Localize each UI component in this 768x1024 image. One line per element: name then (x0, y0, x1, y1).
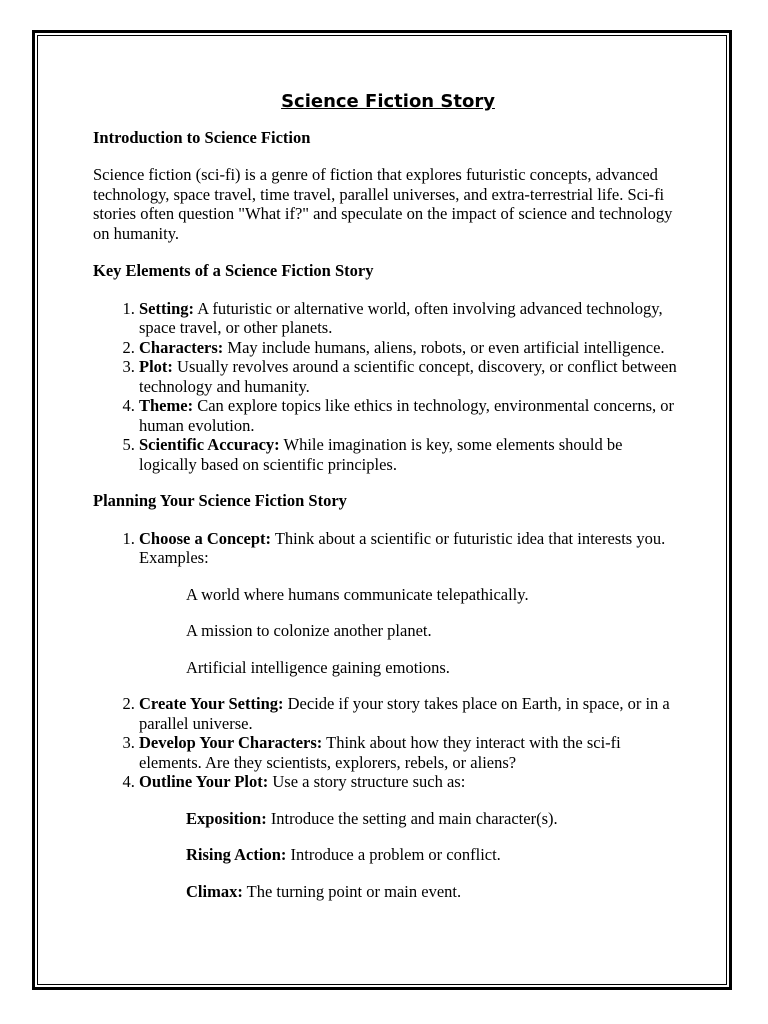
item-text: A futuristic or alternative world, often involving advanced technology, space travel, or other planets. (139, 298, 663, 337)
item-label: Choose a Concept: (139, 528, 271, 548)
item-label: Create Your Setting: (139, 694, 284, 713)
intro-heading: Introduction to Science Fiction (93, 127, 311, 147)
list-item (139, 396, 683, 435)
list-item (139, 299, 683, 338)
list-item (139, 694, 683, 733)
item-label: Characters: (139, 337, 224, 357)
item-label: Rising Action: (186, 845, 287, 864)
planning-heading: Planning Your Science Fiction Story (93, 491, 347, 510)
item-text: May include humans, aliens, robots, or even artificial intelligence. (223, 337, 665, 357)
item-text: Think about how they interact with the sci-fi elements. Are they scientists, explorers, rebels, or aliens? (139, 733, 621, 772)
item-text: Introduce the setting and main character(s). (266, 808, 558, 828)
intro-paragraph: Science fiction (sci-fi) is a genre of fiction that explores futuristic concepts, advanced technology, space travel, time travel, parallel universes, and extra-terrestrial life. Sci-fi stories often question "What if?" and speculate on the impact of science and technology on humanity. (93, 165, 673, 243)
item-text: Use a story structure such as: (268, 772, 466, 791)
list-item (139, 357, 683, 396)
list-item (139, 338, 683, 358)
item-label: Setting: (139, 298, 194, 318)
item-label: Outline Your Plot: (139, 772, 269, 791)
elements-list (93, 299, 683, 475)
example-item: A mission to colonize another planet. (186, 621, 432, 640)
page-title: Science Fiction Story (281, 91, 495, 112)
example-item: A world where humans communicate telepathically. (186, 584, 529, 604)
item-label: Develop Your Characters: (139, 733, 323, 752)
item-label: Scientific Accuracy: (139, 435, 280, 454)
structure-block (93, 809, 683, 902)
elements-heading: Key Elements of a Science Fiction Story (93, 261, 374, 280)
item-text: Usually revolves around a scientific concept, discovery, or conflict between technology and humanity. (139, 357, 677, 396)
document-body (93, 86, 683, 918)
list-item (139, 435, 683, 474)
structure-item (93, 809, 683, 829)
item-label: Plot: (139, 357, 173, 376)
item-text: Can explore topics like ethics in technology, environmental concerns, or human evolution. (139, 396, 675, 435)
item-label: Theme: (139, 396, 194, 415)
item-label: Exposition: (186, 808, 267, 828)
item-text: Introduce a problem or conflict. (286, 845, 501, 864)
item-text: The turning point or main event. (242, 881, 462, 901)
planning-list (93, 529, 683, 902)
item-label: Climax: (186, 881, 243, 901)
example-item: Artificial intelligence gaining emotions. (186, 657, 450, 677)
examples-block (93, 585, 683, 678)
item-text: Decide if your story takes place on Earth, in space, or in a parallel universe. (139, 694, 670, 733)
item-text: Think about a scientific or futuristic idea that interests you. Examples: (139, 528, 666, 567)
structure-item (93, 845, 683, 865)
list-item (139, 733, 683, 772)
item-text: While imagination is key, some elements should be logically based on scientific principles. (139, 435, 623, 474)
list-item (139, 772, 683, 901)
list-item (139, 529, 683, 678)
structure-item (93, 882, 683, 902)
